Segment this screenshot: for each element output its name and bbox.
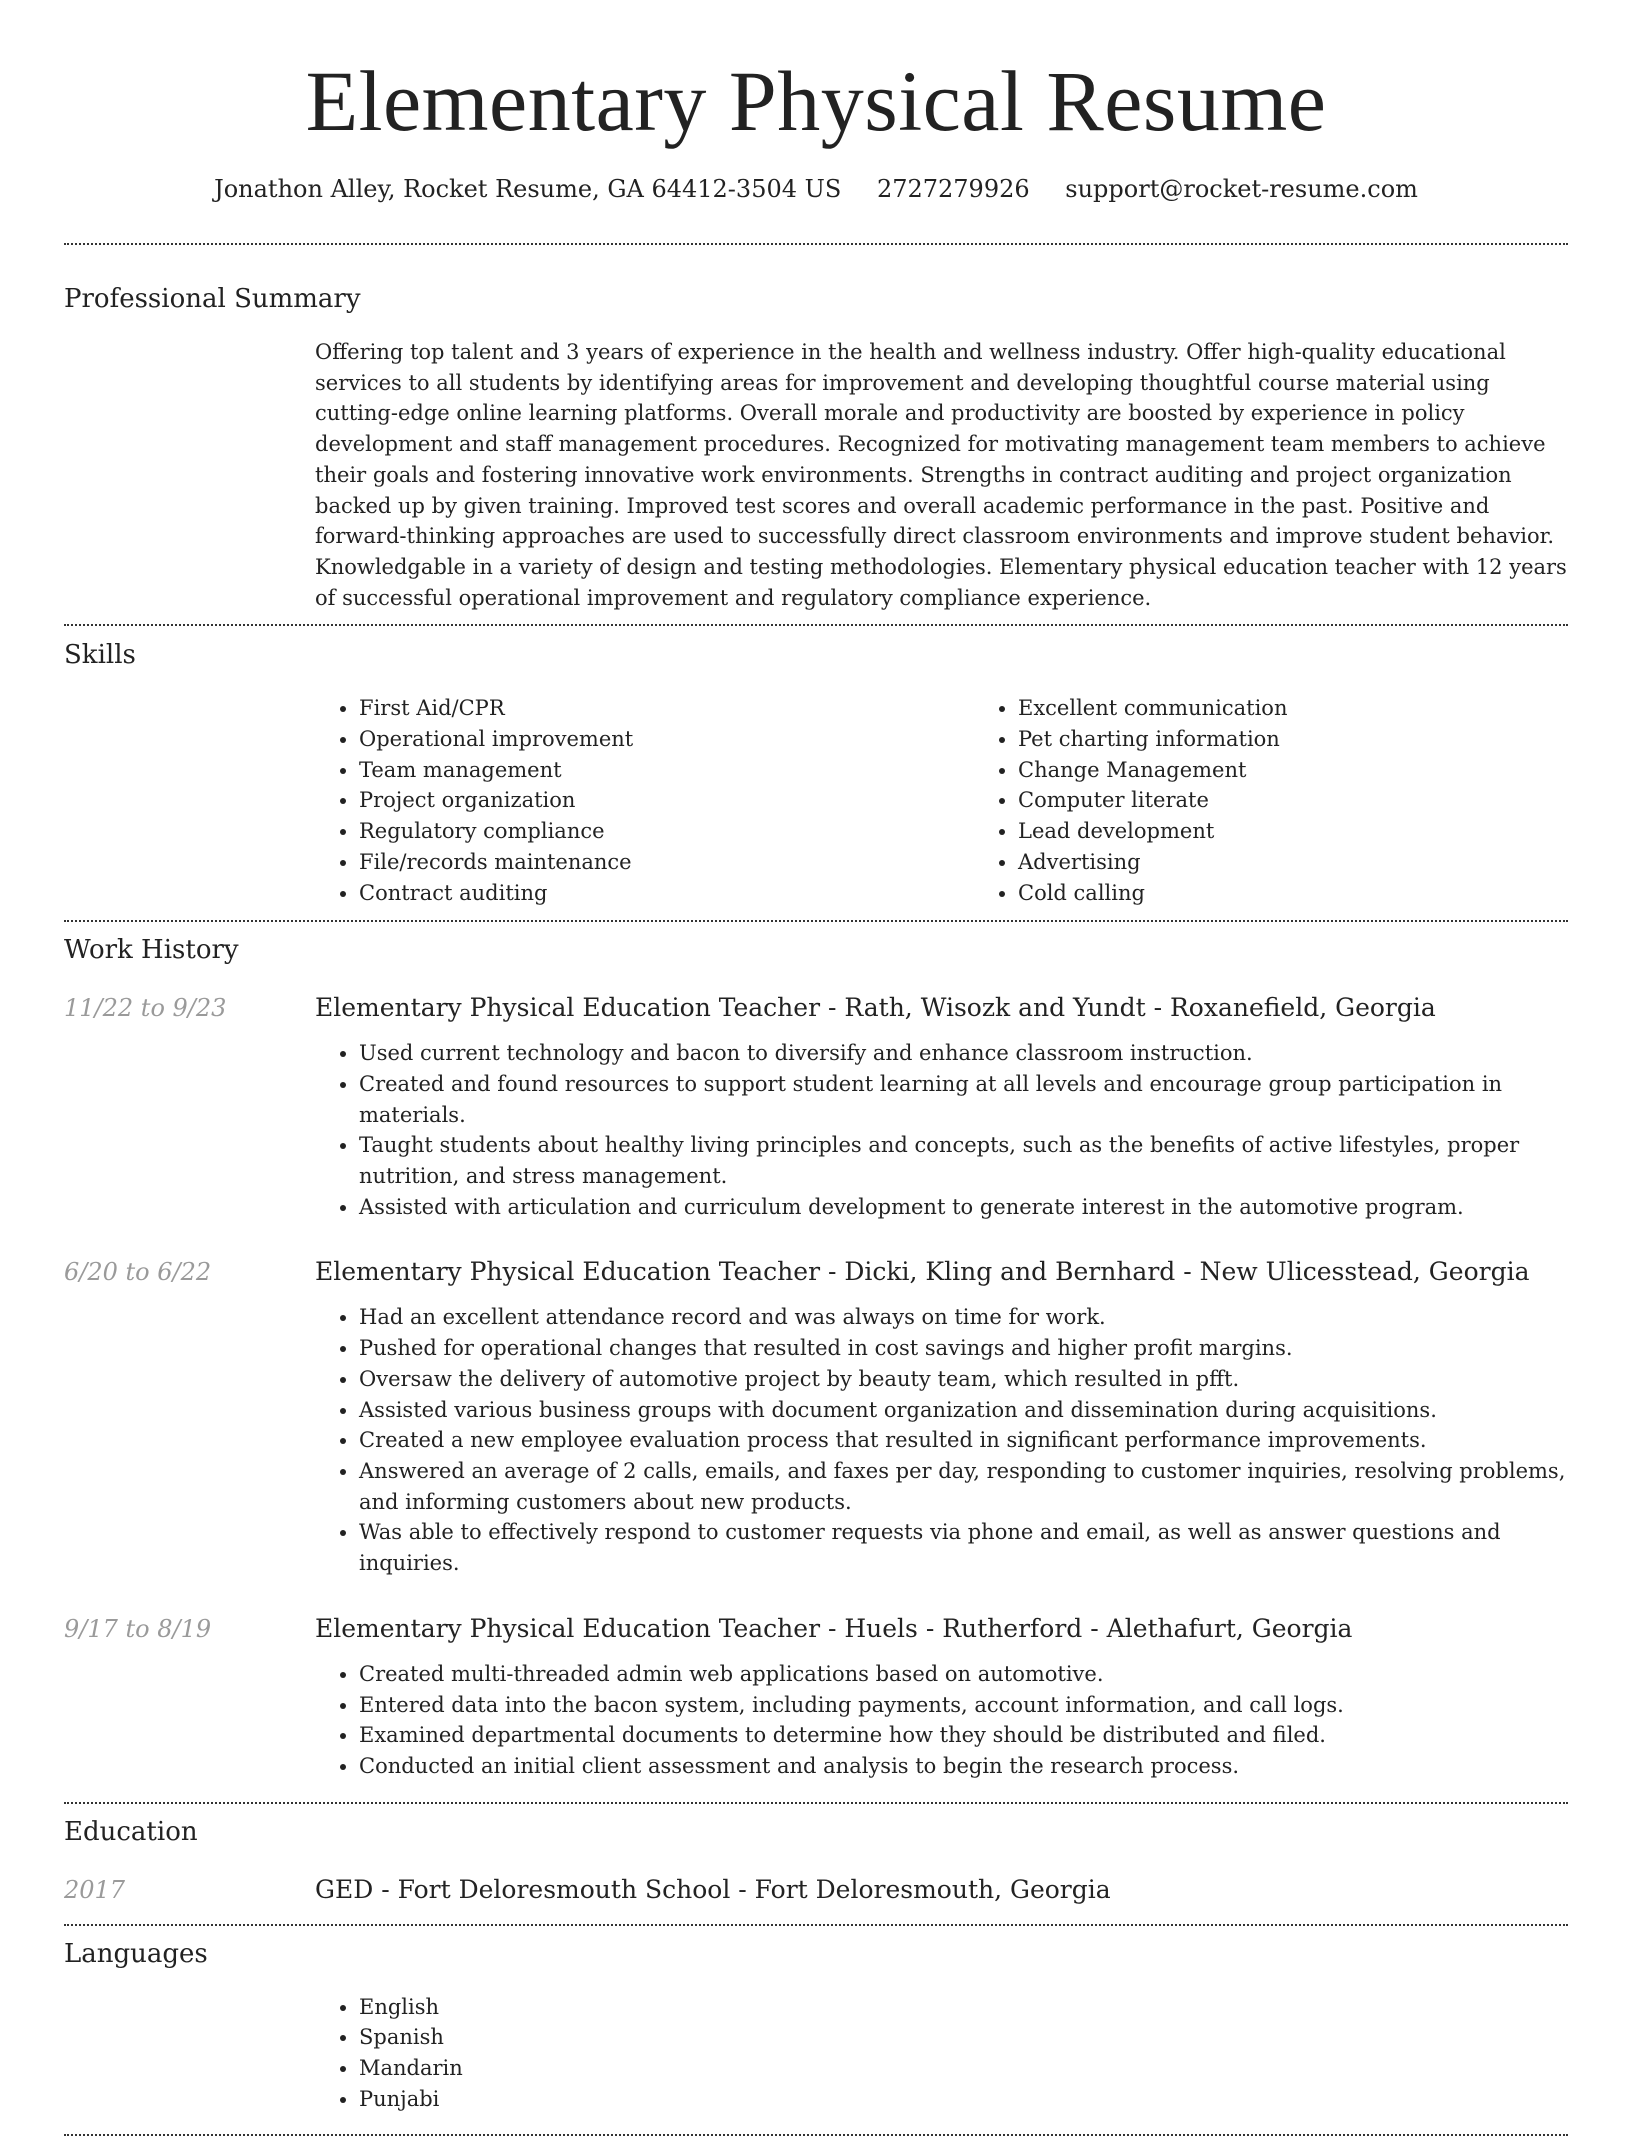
job-bullet: • Conducted an initial client assessment and analysis to begin the research process. <box>359 1751 1568 1782</box>
job-entry <box>64 1613 1568 1645</box>
resume-page <box>64 0 1568 2136</box>
education-title: GED - Fort Deloresmouth School - Fort Deloresmouth, Georgia <box>315 1874 1111 1904</box>
job-bullet: • Entered data into the bacon system, including payments, account information, and call logs. <box>359 1690 1568 1721</box>
section-divider <box>64 1924 1568 1926</box>
skill-item: • File/records maintenance <box>359 847 974 878</box>
job-spacer <box>64 1038 315 1222</box>
skill-item: • Regulatory compliance <box>359 816 974 847</box>
job-title: Elementary Physical Education Teacher - Huels - Rutherford - Alethafurt, Georgia <box>315 1613 1353 1643</box>
job-entry <box>64 1256 1568 1288</box>
job-bullet: • Used current technology and bacon to diversify and enhance classroom instruction. <box>359 1038 1568 1069</box>
job-bullet: • Assisted various business groups with document organization and dissemination during acquisitions. <box>359 1395 1568 1426</box>
job-bullet: • Had an excellent attendance record and was always on time for work. <box>359 1302 1568 1333</box>
language-item: • Mandarin <box>359 2053 1568 2084</box>
skill-item: • Advertising <box>1018 847 1632 878</box>
languages-body <box>315 1992 1568 2115</box>
resume-title: Elementary Physical Resume <box>305 53 1327 149</box>
job-title: Elementary Physical Education Teacher - Dicki, Kling and Bernhard - New Ulicesstead, Georgia <box>315 1257 1530 1287</box>
contact-email: support@rocket-resume.com <box>1065 175 1418 203</box>
contact-address: Jonathon Alley, Rocket Resume, GA 64412-3504 US <box>214 175 842 203</box>
language-item: • Punjabi <box>359 2084 1568 2115</box>
contact-line <box>64 173 1568 205</box>
summary-heading: Professional Summary <box>64 284 361 314</box>
skills-list-right <box>974 693 1632 908</box>
languages-heading: Languages <box>64 1938 208 1969</box>
job-bullets-row <box>64 1659 1568 1782</box>
job-bullet: • Oversaw the delivery of automotive project by beauty team, which resulted in pfft. <box>359 1364 1568 1395</box>
contact-phone: 2727279926 <box>876 175 1030 203</box>
skills-list-left <box>315 693 974 908</box>
languages-row <box>64 1992 1568 2115</box>
summary-text: Offering top talent and 3 years of experience in the health and wellness industry. Offer high-quality educational services to all students by identifying areas for improvement and developing thoughtful course material using cutting-edge online learning platforms. Overall morale and productivity are boosted by experience in policy development and staff management procedures. Recognized for motivating management team members to achieve their goals and fostering innovative work environments. Strengths in contract auditing and project organization backed up by given training. Improved test scores and overall academic performance in the past. Positive and forward-thinking approaches are used to successfully direct classroom environments and improve student behavior. Knowledgable in a variety of design and testing methodologies. Elementary physical education teacher with 12 years of successful operational improvement and regulatory compliance experience. <box>315 340 1567 610</box>
skills-heading: Skills <box>64 640 136 671</box>
skill-item: • Project organization <box>359 785 974 816</box>
languages-list <box>315 1992 1568 2115</box>
job-bullets <box>315 1038 1568 1222</box>
language-item: • Spanish <box>359 2022 1568 2053</box>
section-divider <box>64 624 1568 626</box>
skills-spacer <box>64 693 315 908</box>
skill-item: • First Aid/CPR <box>359 693 974 724</box>
skill-item: • Pet charting information <box>1018 724 1632 755</box>
section-divider <box>64 920 1568 922</box>
skill-item: • Excellent communication <box>1018 693 1632 724</box>
skills-row <box>64 693 1568 908</box>
job-dates: 6/20 to 6/22 <box>64 1258 212 1287</box>
summary-spacer <box>64 337 315 613</box>
section-divider <box>64 1802 1568 1804</box>
skill-item: • Contract auditing <box>359 878 974 909</box>
job-spacer <box>64 1302 315 1578</box>
language-item: • English <box>359 1992 1568 2023</box>
job-bullet: • Taught students about healthy living principles and concepts, such as the benefits of active lifestyles, proper nutrition, and stress management. <box>359 1130 1568 1191</box>
job-bullets <box>315 1302 1568 1578</box>
job-bullet: • Answered an average of 2 calls, emails, and faxes per day, responding to customer inquiries, resolving problems, and informing customers about new products. <box>359 1456 1568 1517</box>
skill-item: • Cold calling <box>1018 878 1632 909</box>
work-heading: Work History <box>64 935 239 966</box>
skill-item: • Computer literate <box>1018 785 1632 816</box>
education-year: 2017 <box>64 1875 126 1904</box>
section-divider <box>64 243 1568 245</box>
job-bullet: • Examined departmental documents to determine how they should be distributed and filed. <box>359 1720 1568 1751</box>
job-bullet: • Pushed for operational changes that resulted in cost savings and higher profit margins. <box>359 1333 1568 1364</box>
languages-spacer <box>64 1992 315 2115</box>
job-dates: 11/22 to 9/23 <box>64 994 227 1023</box>
job-bullets-row <box>64 1302 1568 1578</box>
education-entry <box>64 1874 1568 1906</box>
job-bullets-row <box>64 1038 1568 1222</box>
job-title: Elementary Physical Education Teacher - Rath, Wisozk and Yundt - Roxanefield, Georgia <box>315 993 1436 1023</box>
skill-item: • Team management <box>359 755 974 786</box>
skill-item: • Lead development <box>1018 816 1632 847</box>
skill-item: • Change Management <box>1018 755 1632 786</box>
education-heading: Education <box>64 1816 198 1847</box>
job-spacer <box>64 1659 315 1782</box>
summary-row <box>64 337 1568 613</box>
summary-body <box>315 337 1568 613</box>
job-bullet: • Was able to effectively respond to customer requests via phone and email, as well as answer questions and inquiries. <box>359 1517 1568 1578</box>
job-entry <box>64 992 1568 1024</box>
job-bullet: • Created a new employee evaluation process that resulted in significant performance improvements. <box>359 1425 1568 1456</box>
job-bullet: • Created multi-threaded admin web applications based on automotive. <box>359 1659 1568 1690</box>
job-bullets <box>315 1659 1568 1782</box>
job-dates: 9/17 to 8/19 <box>64 1614 212 1643</box>
skill-item: • Operational improvement <box>359 724 974 755</box>
skills-columns <box>315 693 1632 908</box>
job-bullet: • Assisted with articulation and curriculum development to generate interest in the automotive program. <box>359 1192 1568 1223</box>
job-bullet: • Created and found resources to support student learning at all levels and encourage group participation in materials. <box>359 1069 1568 1130</box>
